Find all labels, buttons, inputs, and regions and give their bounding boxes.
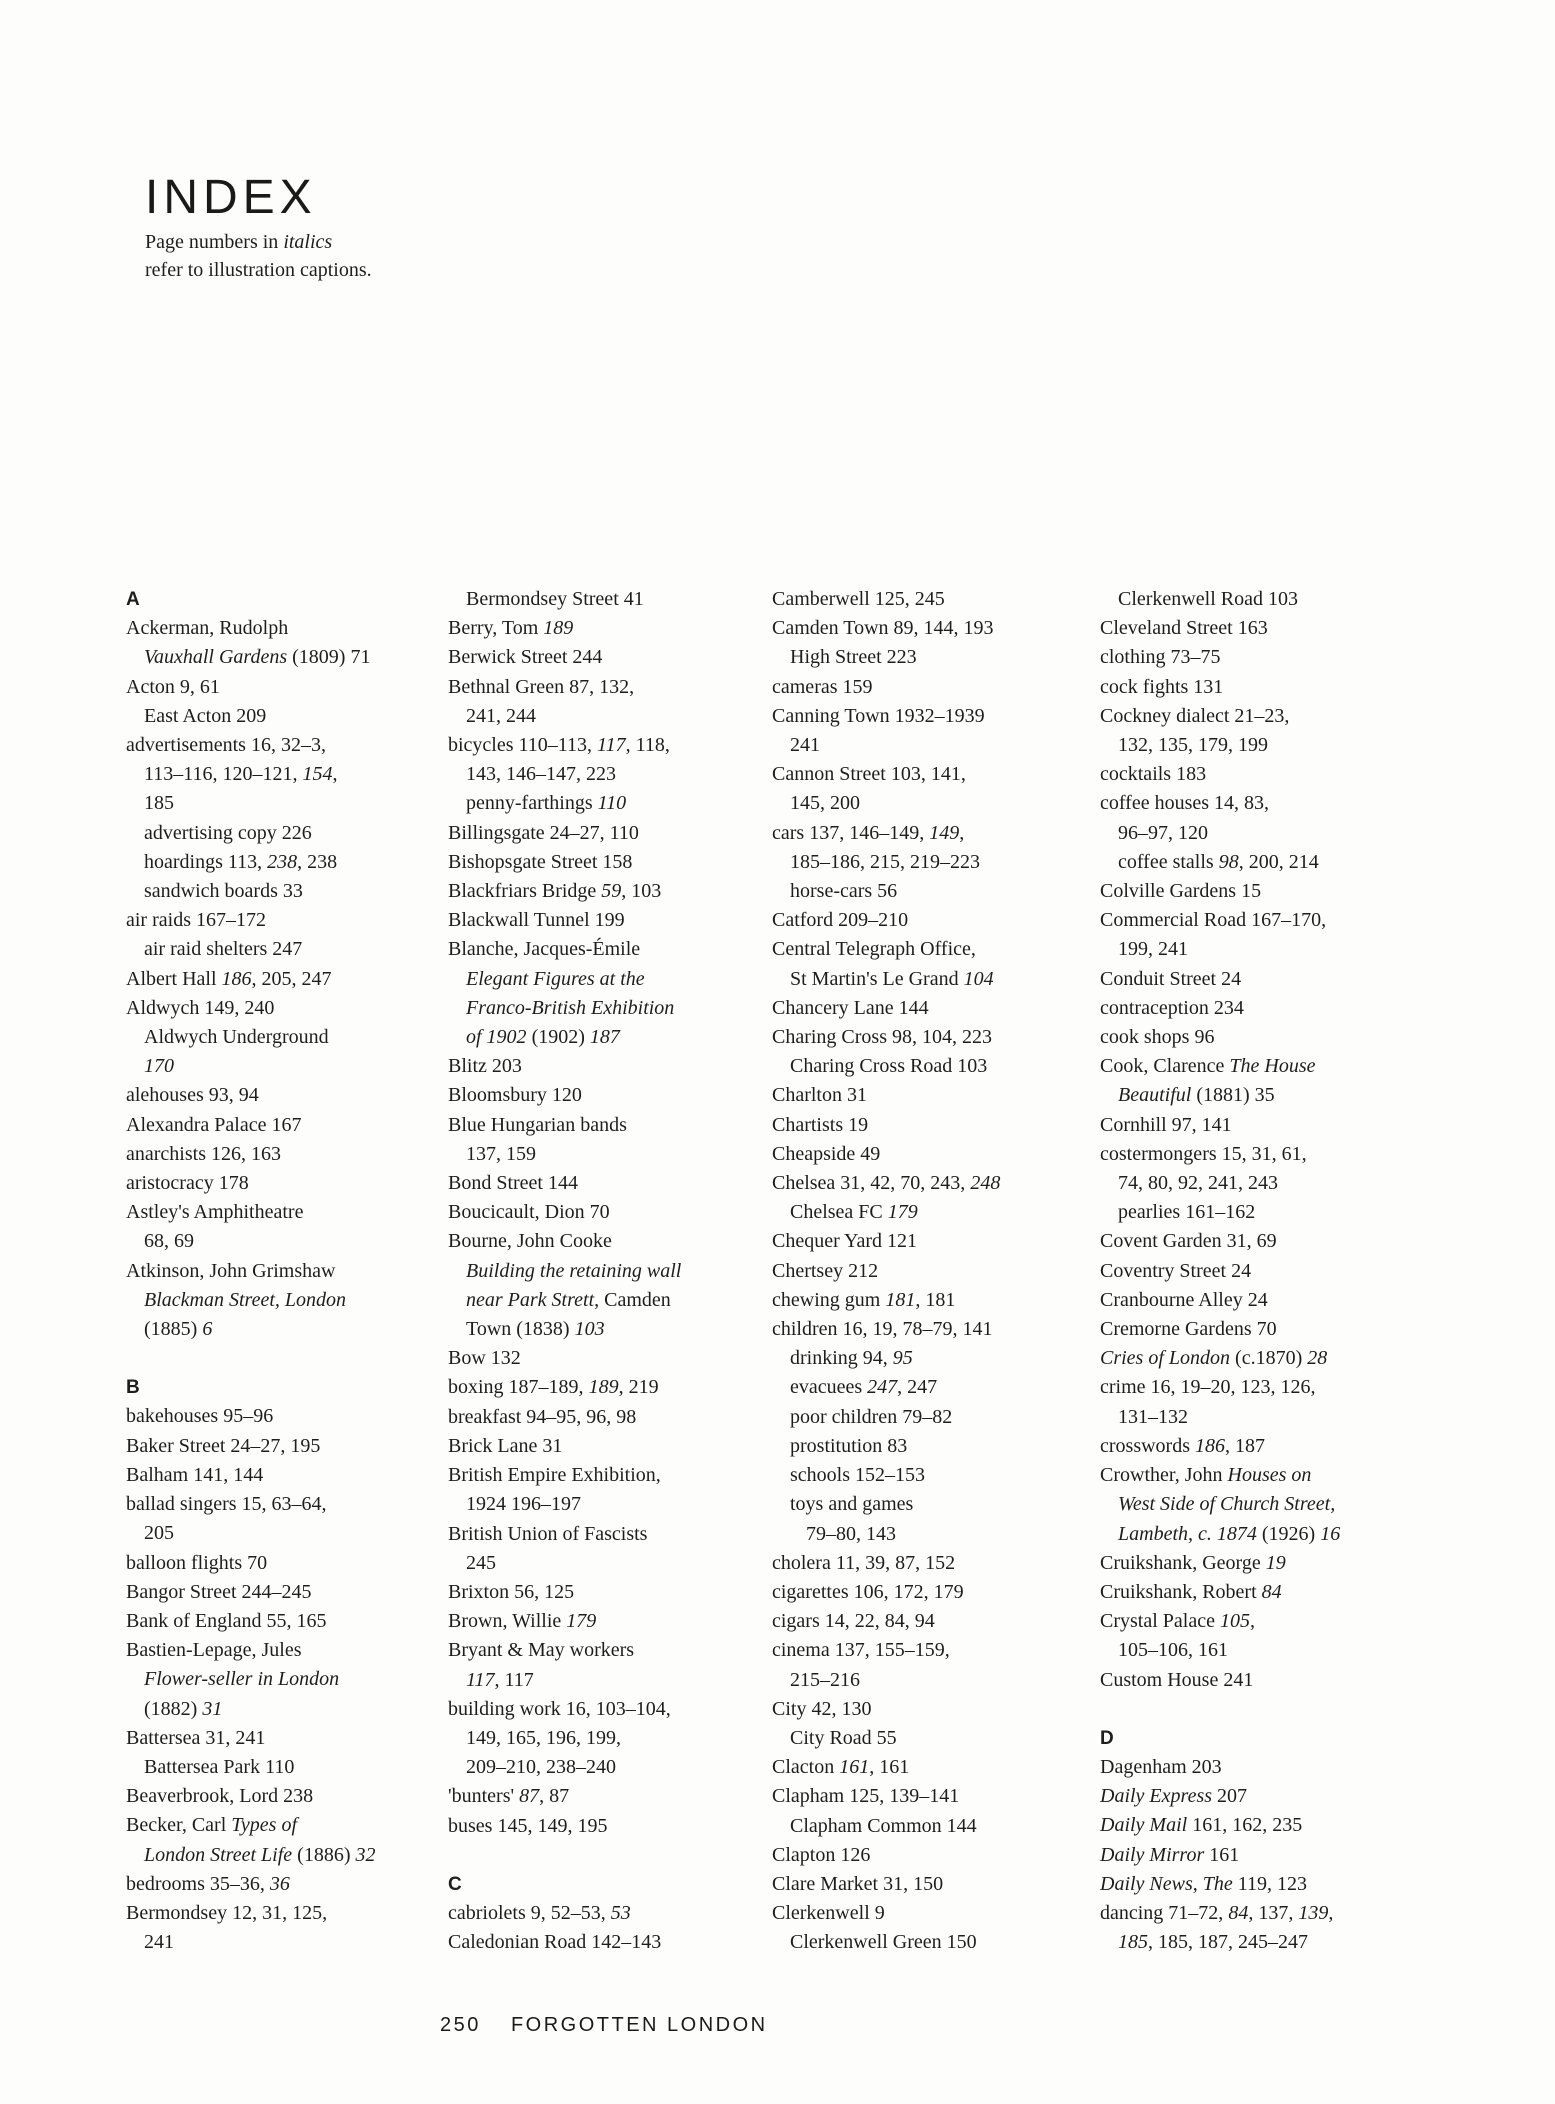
index-entry: clothing 73–75 <box>1100 646 1221 669</box>
index-subentry: 170 <box>144 1055 174 1078</box>
index-entry: Bethnal Green 87, 132, <box>448 675 635 698</box>
index-subentry: prostitution 83 <box>790 1434 908 1457</box>
index-entry: Charing Cross 98, 104, 223 <box>772 1026 992 1049</box>
index-subentry: City Road 55 <box>790 1726 897 1749</box>
page-number: 250 <box>440 2014 481 2036</box>
index-subentry: Bermondsey Street 41 <box>466 588 644 610</box>
index-subentry: Vauxhall Gardens (1809) 71 <box>144 646 371 669</box>
index-subentry: St Martin's Le Grand 104 <box>790 967 994 990</box>
running-title: FORGOTTEN LONDON <box>510 2014 768 2036</box>
index-entry: Clapham 125, 139–141 <box>772 1785 960 1808</box>
index-subentry: 68, 69 <box>144 1230 194 1253</box>
index-entry: advertisements 16, 32–3, <box>126 734 326 757</box>
index-entry: Caledonian Road 142–143 <box>448 1931 662 1954</box>
index-subentry: Battersea Park 110 <box>144 1755 295 1778</box>
index-entry: Brixton 56, 125 <box>448 1580 575 1603</box>
index-subentry: penny-farthings 110 <box>466 792 627 815</box>
index-entry: Balham 141, 144 <box>126 1463 264 1486</box>
index-entry: Bryant & May workers <box>448 1639 635 1662</box>
index-subentry: Lambeth, c. 1874 (1926) 16 <box>1118 1522 1341 1545</box>
index-entry: Blackfriars Bridge 59, 103 <box>448 880 662 903</box>
index-column-3 <box>772 585 1072 1958</box>
index-entry: Bourne, John Cooke <box>448 1230 612 1253</box>
index-entry: Billingsgate 24–27, 110 <box>448 821 639 844</box>
index-entry: cabriolets 9, 52–53, 53 <box>448 1901 631 1924</box>
index-subentry: Clerkenwell Green 150 <box>790 1931 977 1954</box>
index-entry: Cannon Street 103, 141, <box>772 763 966 786</box>
section-gap <box>1100 1695 1400 1724</box>
index-entry: City 42, 130 <box>772 1697 872 1720</box>
index-entry: Camberwell 125, 245 <box>772 588 945 610</box>
index-entry: Daily Mail 161, 162, 235 <box>1100 1814 1303 1837</box>
index-entry: Bank of England 55, 165 <box>126 1609 327 1632</box>
index-entry: breakfast 94–95, 96, 98 <box>448 1405 637 1428</box>
index-subentry: London Street Life (1886) 32 <box>144 1843 376 1866</box>
index-entry: Cries of London (c.1870) 28 <box>1100 1347 1328 1370</box>
index-entry: Bermondsey 12, 31, 125, <box>126 1901 328 1924</box>
section-letter: A <box>126 589 140 610</box>
index-entry: Alexandra Palace 167 <box>126 1113 302 1136</box>
index-subentry: 74, 80, 92, 241, 243 <box>1118 1172 1278 1195</box>
index-subentry: 149, 165, 196, 199, <box>466 1726 621 1749</box>
index-subentry: 185–186, 215, 219–223 <box>790 850 980 873</box>
index-entry: cameras 159 <box>772 675 873 698</box>
index-subentry: Charing Cross Road 103 <box>790 1055 988 1078</box>
index-entry: Clapton 126 <box>772 1843 871 1866</box>
index-entry: Daily Mirror 161 <box>1100 1843 1240 1866</box>
index-entry: Berwick Street 244 <box>448 646 603 669</box>
page-footer <box>440 2014 768 2037</box>
index-subentry: Clapham Common 144 <box>790 1814 977 1837</box>
index-column-4 <box>1100 585 1400 1957</box>
index-entry: Colville Gardens 15 <box>1100 880 1262 903</box>
index-subentry: schools 152–153 <box>790 1464 925 1487</box>
index-entry: Daily Express 207 <box>1100 1785 1248 1808</box>
index-entry: Albert Hall 186, 205, 247 <box>126 967 332 990</box>
index-entry: crosswords 186, 187 <box>1100 1434 1265 1457</box>
index-entry: building work 16, 103–104, <box>448 1697 671 1720</box>
index-entry: Brick Lane 31 <box>448 1434 563 1457</box>
index-entry: Cranbourne Alley 24 <box>1100 1288 1268 1311</box>
index-entry: cars 137, 146–149, 149, <box>772 821 965 844</box>
index-subentry: 241 <box>144 1931 174 1954</box>
index-entry: 'bunters' 87, 87 <box>448 1785 570 1808</box>
index-subentry: Town (1838) 103 <box>466 1318 605 1341</box>
index-entry: Bangor Street 244–245 <box>126 1580 312 1603</box>
index-entry: Astley's Amphitheatre <box>126 1201 304 1224</box>
section-letter: C <box>448 1873 462 1895</box>
index-entry: Cruikshank, George 19 <box>1100 1551 1286 1574</box>
index-entry: Central Telegraph Office, <box>772 938 976 961</box>
index-entry: cigars 14, 22, 84, 94 <box>772 1610 935 1633</box>
index-entry: anarchists 126, 163 <box>126 1142 281 1165</box>
index-entry: Ackerman, Rudolph <box>126 617 289 640</box>
index-entry: Cheapside 49 <box>772 1142 881 1165</box>
index-entry: aristocracy 178 <box>126 1172 249 1195</box>
index-subentry: Beautiful (1881) 35 <box>1118 1084 1275 1107</box>
index-subentry: 96–97, 120 <box>1118 821 1208 844</box>
index-subentry: Elegant Figures at the <box>466 967 645 990</box>
index-entry: cigarettes 106, 172, 179 <box>772 1580 964 1603</box>
index-entry: Blanche, Jacques-Émile <box>448 938 641 961</box>
index-subentry: 241, 244 <box>466 704 536 727</box>
index-entry: Dagenham 203 <box>1100 1755 1222 1778</box>
index-subentry: 245 <box>466 1551 496 1574</box>
index-entry: cock fights 131 <box>1100 675 1224 698</box>
index-entry: bicycles 110–113, 117, 118, <box>448 734 670 757</box>
index-subentry: 137, 159 <box>466 1142 536 1165</box>
index-entry: Daily News, The 119, 123 <box>1100 1872 1308 1895</box>
index-subentry: Aldwych Underground <box>144 1026 329 1049</box>
index-entry: Baker Street 24–27, 195 <box>126 1434 321 1457</box>
index-entry: Charlton 31 <box>772 1084 867 1107</box>
index-entry: British Union of Fascists <box>448 1522 648 1545</box>
index-subentry: High Street 223 <box>790 646 917 669</box>
index-entry: Coventry Street 24 <box>1100 1259 1252 1282</box>
index-entry: Chartists 19 <box>772 1113 869 1136</box>
intro-line-1: Page numbers in italics <box>145 231 333 253</box>
index-entry: Custom House 241 <box>1100 1668 1254 1691</box>
index-subentry: 145, 200 <box>790 792 860 815</box>
index-entry: Cruikshank, Robert 84 <box>1100 1580 1282 1603</box>
index-subentry: 205 <box>144 1522 174 1545</box>
index-entry: Boucicault, Dion 70 <box>448 1201 610 1224</box>
index-subentry: Flower-seller in London <box>144 1668 340 1691</box>
index-entry: buses 145, 149, 195 <box>448 1814 608 1837</box>
index-entry: Crowther, John Houses on <box>1100 1464 1312 1487</box>
index-subentry: Franco-British Exhibition <box>466 996 675 1019</box>
index-column-2 <box>448 585 748 1957</box>
index-entry: boxing 187–189, 189, 219 <box>448 1376 659 1399</box>
index-entry: Blackwall Tunnel 199 <box>448 909 625 932</box>
index-entry: cook shops 96 <box>1100 1026 1215 1049</box>
index-entry: Bond Street 144 <box>448 1172 578 1195</box>
index-entry: children 16, 19, 78–79, 141 <box>772 1318 993 1341</box>
index-entry: cocktails 183 <box>1100 763 1207 786</box>
index-entry: crime 16, 19–20, 123, 126, <box>1100 1376 1316 1399</box>
index-subentry: 117, 117 <box>466 1668 534 1691</box>
section-letter: B <box>126 1377 140 1399</box>
index-subentry: Chelsea FC 179 <box>790 1201 918 1224</box>
index-entry: ballad singers 15, 63–64, <box>126 1493 327 1516</box>
index-entry: Chequer Yard 121 <box>772 1230 917 1253</box>
index-subentry: Blackman Street, London <box>144 1288 347 1311</box>
index-subentry: Clerkenwell Road 103 <box>1118 588 1298 610</box>
index-subentry: 132, 135, 179, 199 <box>1118 734 1268 757</box>
index-entry: British Empire Exhibition, <box>448 1464 661 1487</box>
index-column-1 <box>126 585 426 1957</box>
index-entry: Aldwych 149, 240 <box>126 996 275 1019</box>
index-entry: Conduit Street 24 <box>1100 967 1242 990</box>
index-subentry: 209–210, 238–240 <box>466 1756 616 1779</box>
index-entry: Acton 9, 61 <box>126 675 220 698</box>
index-entry: Catford 209–210 <box>772 909 909 932</box>
section-gap <box>448 1841 748 1870</box>
section-letter: D <box>1100 1727 1114 1749</box>
index-subentry: pearlies 161–162 <box>1118 1201 1256 1224</box>
index-subentry: sandwich boards 33 <box>144 880 303 903</box>
index-entry: costermongers 15, 31, 61, <box>1100 1142 1307 1165</box>
index-entry: Bishopsgate Street 158 <box>448 850 633 873</box>
index-entry: Clare Market 31, 150 <box>772 1872 944 1895</box>
index-entry: cholera 11, 39, 87, 152 <box>772 1551 956 1574</box>
index-entry: Covent Garden 31, 69 <box>1100 1230 1277 1253</box>
index-subentry: drinking 94, 95 <box>790 1347 913 1370</box>
index-subentry: air raid shelters 247 <box>144 938 303 961</box>
index-entry: Blue Hungarian bands <box>448 1113 627 1136</box>
index-entry: bedrooms 35–36, 36 <box>126 1872 290 1895</box>
index-subentry: Building the retaining wall <box>466 1259 682 1282</box>
index-subentry: evacuees 247, 247 <box>790 1376 938 1399</box>
index-entry: Blitz 203 <box>448 1055 522 1078</box>
index-entry: coffee houses 14, 83, <box>1100 792 1270 815</box>
index-entry: Berry, Tom 189 <box>448 617 574 640</box>
index-entry: Cockney dialect 21–23, <box>1100 704 1290 727</box>
index-entry: Crystal Palace 105, <box>1100 1610 1255 1633</box>
index-subentry: near Park Strett, Camden <box>466 1288 671 1311</box>
index-subentry: 199, 241 <box>1118 938 1188 961</box>
index-entry: Cook, Clarence The House <box>1100 1055 1316 1078</box>
index-subentry: (1882) 31 <box>144 1697 223 1720</box>
index-entry: Chelsea 31, 42, 70, 243, 248 <box>772 1172 1001 1195</box>
page-title: INDEX <box>145 171 317 225</box>
index-entry: Chertsey 212 <box>772 1259 879 1282</box>
index-entry: air raids 167–172 <box>126 909 266 932</box>
index-entry: bakehouses 95–96 <box>126 1405 274 1428</box>
index-entry: Becker, Carl Types of <box>126 1814 297 1837</box>
index-entry: Commercial Road 167–170, <box>1100 909 1327 932</box>
index-subentry: horse-cars 56 <box>790 880 898 903</box>
index-subentry: 79–80, 143 <box>806 1522 896 1545</box>
index-entry: Beaverbrook, Lord 238 <box>126 1785 314 1808</box>
index-subentry: advertising copy 226 <box>144 821 312 844</box>
index-subentry: 131–132 <box>1118 1405 1188 1428</box>
index-subentry: (1885) 6 <box>144 1318 213 1341</box>
index-entry: Bastien-Lepage, Jules <box>126 1639 302 1662</box>
index-entry: Canning Town 1932–1939 <box>772 704 985 727</box>
index-entry: Bloomsbury 120 <box>448 1084 582 1107</box>
index-entry: Camden Town 89, 144, 193 <box>772 617 994 640</box>
index-entry: Battersea 31, 241 <box>126 1726 266 1749</box>
index-subentry: 113–116, 120–121, 154, <box>144 763 338 786</box>
index-subentry: 185, 185, 187, 245–247 <box>1118 1931 1308 1954</box>
index-subentry: 215–216 <box>790 1668 860 1691</box>
index-intro-note <box>145 228 372 284</box>
index-subentry: 241 <box>790 734 820 757</box>
index-entry: Brown, Willie 179 <box>448 1610 597 1633</box>
index-subentry: toys and games <box>790 1493 914 1516</box>
index-entry: Cornhill 97, 141 <box>1100 1113 1232 1136</box>
index-subentry: coffee stalls 98, 200, 214 <box>1118 850 1319 873</box>
index-entry: Clerkenwell 9 <box>772 1902 885 1925</box>
index-entry: Bow 132 <box>448 1347 521 1370</box>
section-gap <box>126 1344 426 1373</box>
index-entry: chewing gum 181, 181 <box>772 1288 956 1311</box>
index-entry: Clacton 161, 161 <box>772 1756 910 1779</box>
index-subentry: 185 <box>144 792 174 815</box>
index-subentry: West Side of Church Street, <box>1118 1493 1336 1516</box>
index-entry: Chancery Lane 144 <box>772 996 929 1019</box>
index-entry: contraception 234 <box>1100 996 1244 1019</box>
index-entry: Atkinson, John Grimshaw <box>126 1259 336 1282</box>
index-subentry: 143, 146–147, 223 <box>466 763 616 786</box>
index-entry: dancing 71–72, 84, 137, 139, <box>1100 1901 1334 1924</box>
index-entry: Cleveland Street 163 <box>1100 617 1268 640</box>
index-subentry: hoardings 113, 238, 238 <box>144 850 338 873</box>
index-entry: Cremorne Gardens 70 <box>1100 1318 1277 1341</box>
index-entry: alehouses 93, 94 <box>126 1084 259 1107</box>
index-subentry: 105–106, 161 <box>1118 1639 1228 1662</box>
index-subentry: of 1902 (1902) 187 <box>466 1026 620 1049</box>
index-subentry: 1924 196–197 <box>466 1493 581 1516</box>
index-entry: balloon flights 70 <box>126 1551 268 1574</box>
intro-line-2: refer to illustration captions. <box>145 259 372 281</box>
index-subentry: East Acton 209 <box>144 704 267 727</box>
index-entry: cinema 137, 155–159, <box>772 1639 950 1662</box>
index-subentry: poor children 79–82 <box>790 1405 953 1428</box>
